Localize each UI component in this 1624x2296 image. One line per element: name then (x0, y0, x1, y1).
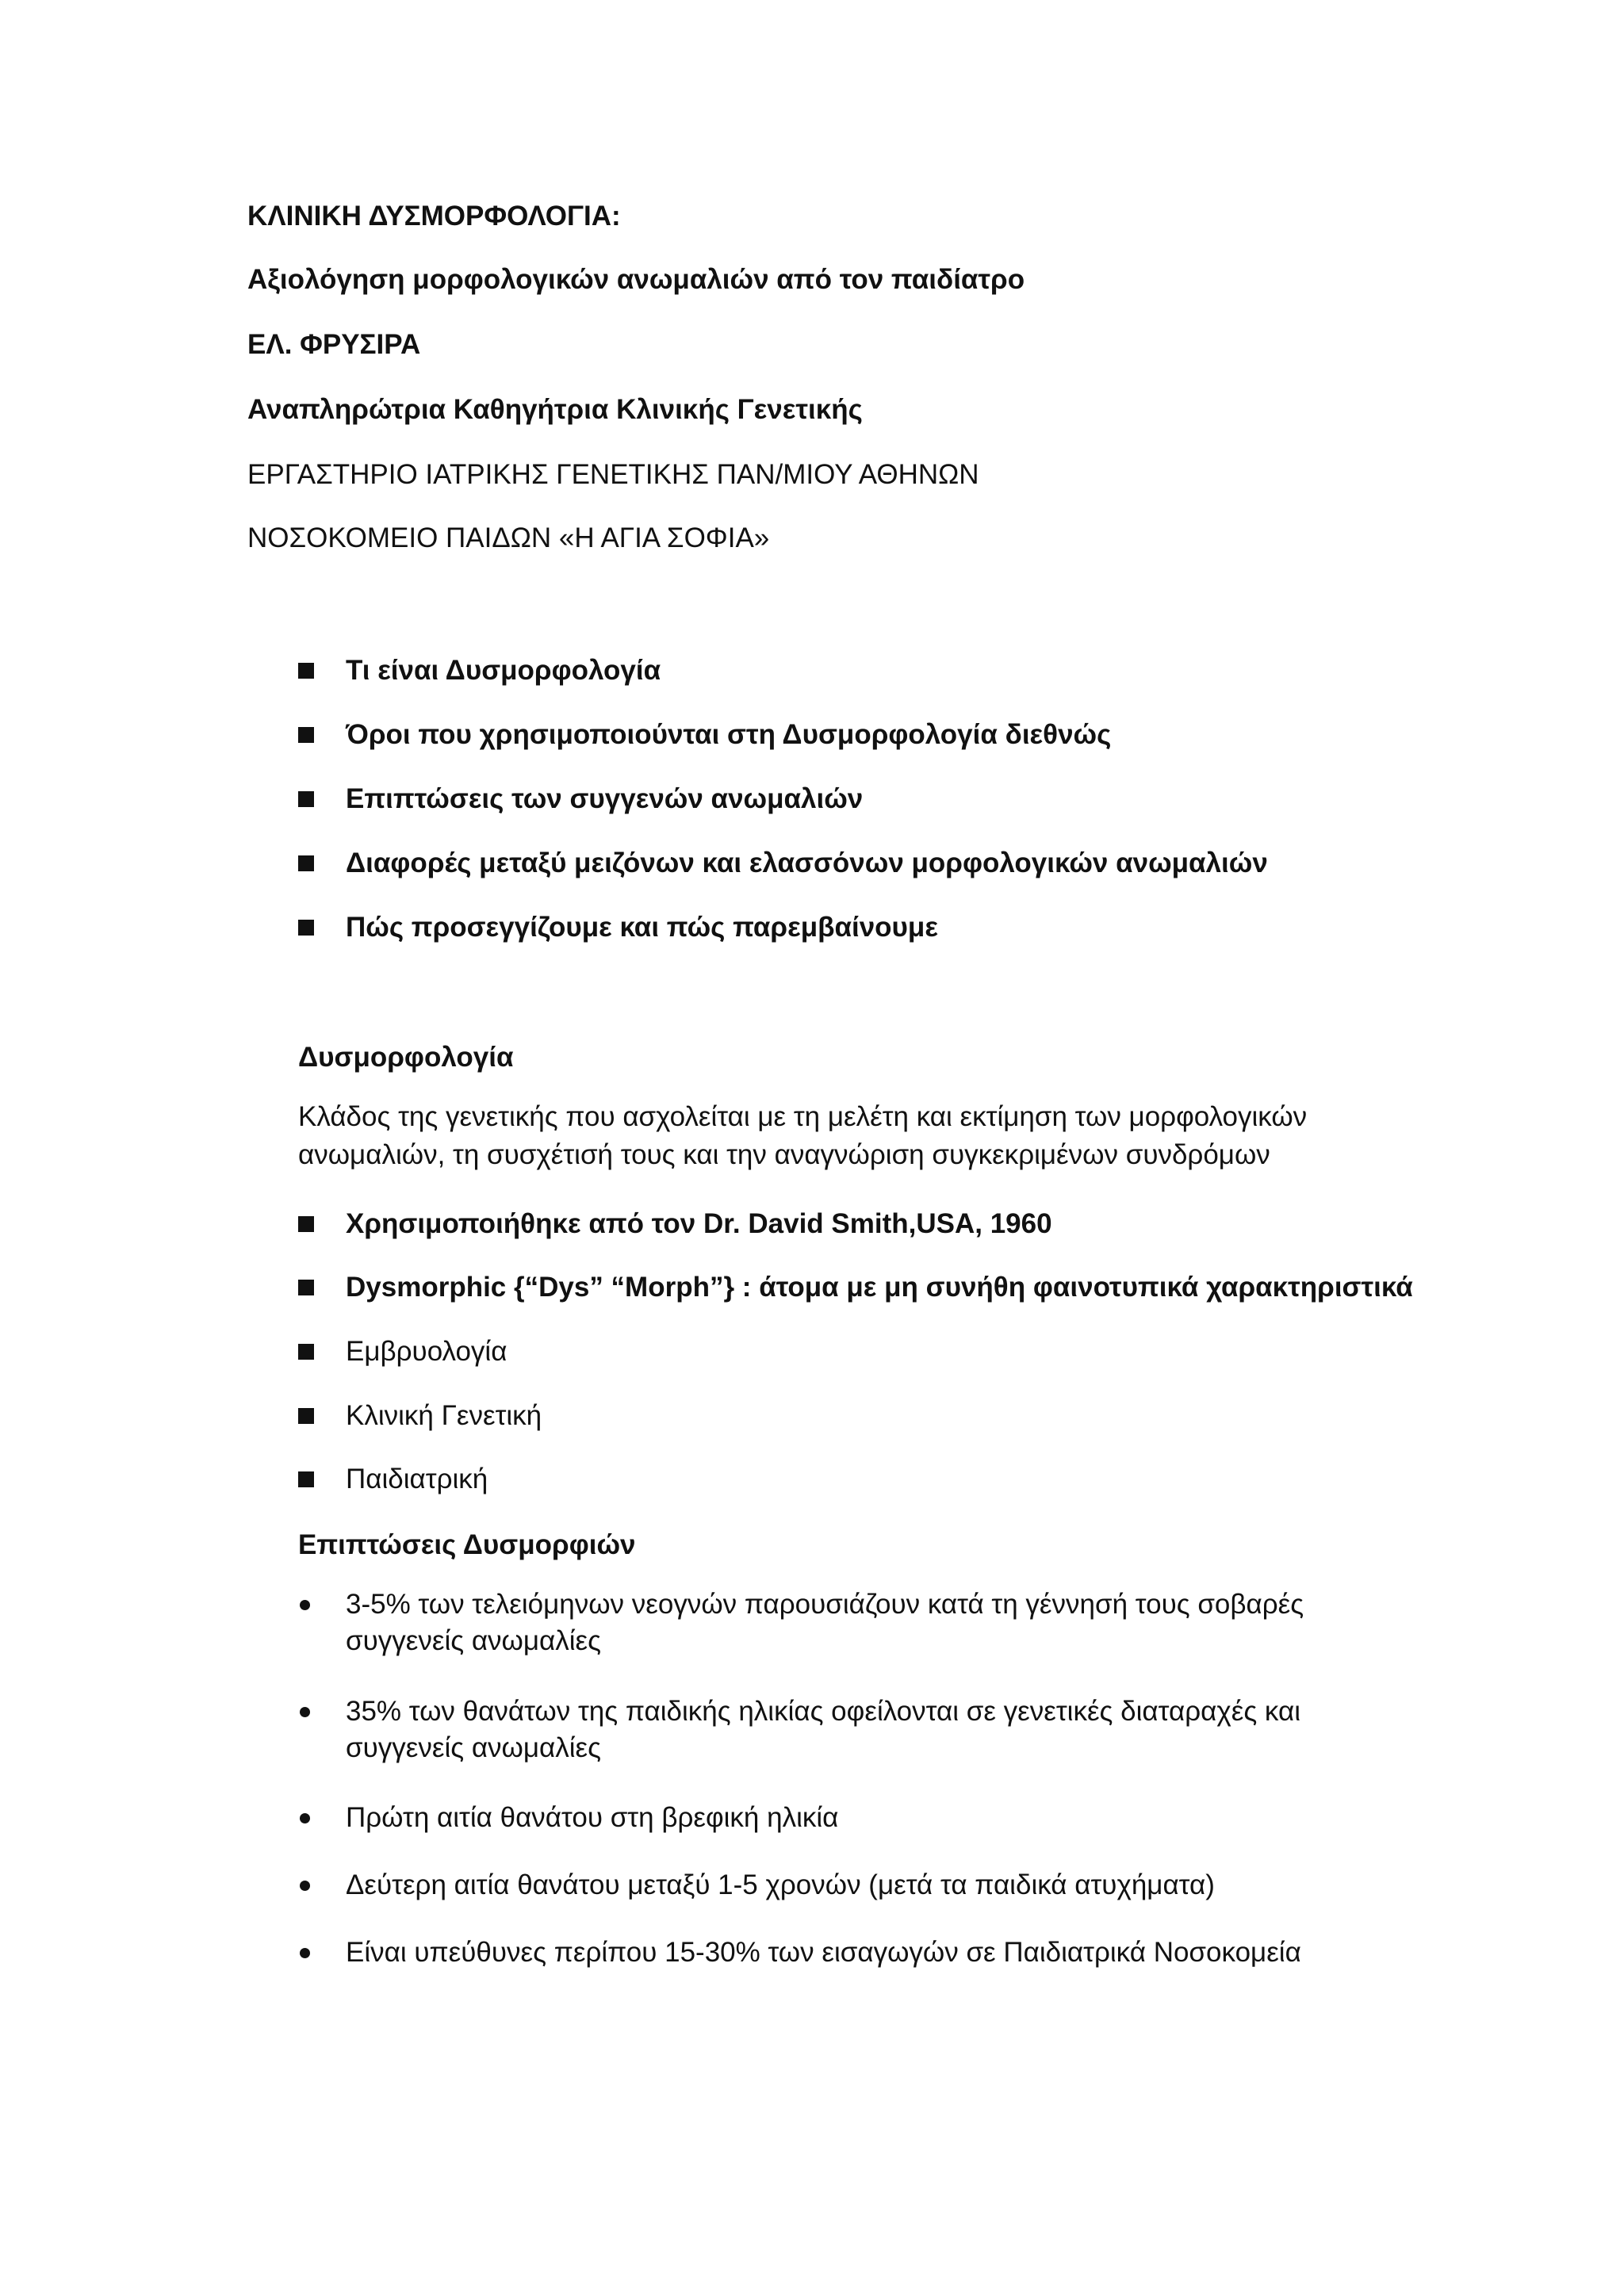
square-bullet-icon (298, 1216, 314, 1232)
definition-item-text: Εμβρυολογία (346, 1336, 508, 1367)
outline-item-text: Πώς προσεγγίζουμε και πώς παρεμβαίνουμε (346, 912, 938, 943)
square-bullet-icon (298, 1408, 314, 1424)
square-bullet-icon (298, 1471, 314, 1487)
round-bullet-icon (300, 1948, 310, 1958)
document-subtitle: Αξιολόγηση μορφολογικών ανωμαλιών από τον παιδίατρο (247, 264, 1025, 295)
square-bullet-icon (298, 920, 314, 936)
outline-item-text: Διαφορές μεταξύ μειζόνων και ελασσόνων μορφολογικών ανωμαλιών (346, 848, 1268, 878)
square-bullet-icon (298, 663, 314, 679)
definition-heading: Δυσμορφολογία (298, 1042, 514, 1073)
lab-name: ΕΡΓΑΣΤΗΡΙΟ ΙΑΤΡΙΚΗΣ ΓΕΝΕΤΙΚΗΣ ΠΑΝ/ΜΙΟΥ ΑΘΗΝΩΝ (247, 459, 979, 490)
round-bullet-icon (300, 1707, 310, 1717)
definition-item-text: Dysmorphic {“Dys” “Morph”} : άτομα με μη συνήθη φαινοτυπικά χαρακτηριστικά (346, 1272, 1413, 1303)
round-bullet-icon (300, 1881, 310, 1891)
definition-item-text: Χρησιμοποιήθηκε από τον Dr. David Smith,USA, 1960 (346, 1208, 1052, 1239)
author-name: ΕΛ. ΦΡΥΣΙΡΑ (247, 329, 421, 360)
hospital-name: ΝΟΣΟΚΟΜΕΙΟ ΠΑΙΔΩΝ «Η ΑΓΙΑ ΣΟΦΙΑ» (247, 522, 770, 553)
outline-item-text: Τι είναι Δυσμορφολογία (346, 655, 661, 686)
round-bullet-icon (300, 1813, 310, 1823)
square-bullet-icon (298, 1344, 314, 1360)
square-bullet-icon (298, 855, 314, 871)
outline-item-text: Επιπτώσεις των συγγενών ανωμαλιών (346, 783, 864, 814)
impact-item-text: Πρώτη αιτία θανάτου στη βρεφική ηλικία (346, 1802, 839, 1833)
square-bullet-icon (298, 791, 314, 807)
impact-item-text: Είναι υπεύθυνες περίπου 15-30% των εισαγωγών σε Παιδιατρικά Νοσοκομεία (346, 1937, 1301, 1968)
impact-item-text: 35% των θανάτων της παιδικής ηλικίας οφείλονται σε γενετικές διαταραχές και συγγενείς ανωμαλίες (346, 1696, 1300, 1763)
impact-item-text: Δεύτερη αιτία θανάτου μεταξύ 1-5 χρονών (μετά τα παιδικά ατυχήματα) (346, 1869, 1215, 1900)
definition-text: Κλάδος της γενετικής που ασχολείται με τη μελέτη και εκτίμηση των μορφολογικών ανωμαλιών, τη συσχέτισή τους και την αναγνώριση συγκεκριμένων συνδρόμων (298, 1101, 1308, 1170)
square-bullet-icon (298, 727, 314, 743)
square-bullet-icon (298, 1280, 314, 1295)
impact-item-text: 3-5% των τελειόμηνων νεογνών παρουσιάζουν κατά τη γέννησή τους σοβαρές συγγενείς ανωμαλίες (346, 1589, 1304, 1656)
impact-heading: Επιπτώσεις Δυσμορφιών (298, 1529, 636, 1560)
author-position: Αναπληρώτρια Καθηγήτρια Κλινικής Γενετικής (247, 394, 863, 425)
outline-item-text: Όροι που χρησιμοποιούνται στη Δυσμορφολογία διεθνώς (346, 719, 1112, 750)
definition-item-text: Παιδιατρική (346, 1464, 488, 1494)
definition-item-text: Κλινική Γενετική (346, 1400, 542, 1431)
round-bullet-icon (300, 1600, 310, 1610)
document-title: ΚΛΙΝΙΚΗ ΔΥΣΜΟΡΦΟΛΟΓΙΑ: (247, 201, 621, 232)
